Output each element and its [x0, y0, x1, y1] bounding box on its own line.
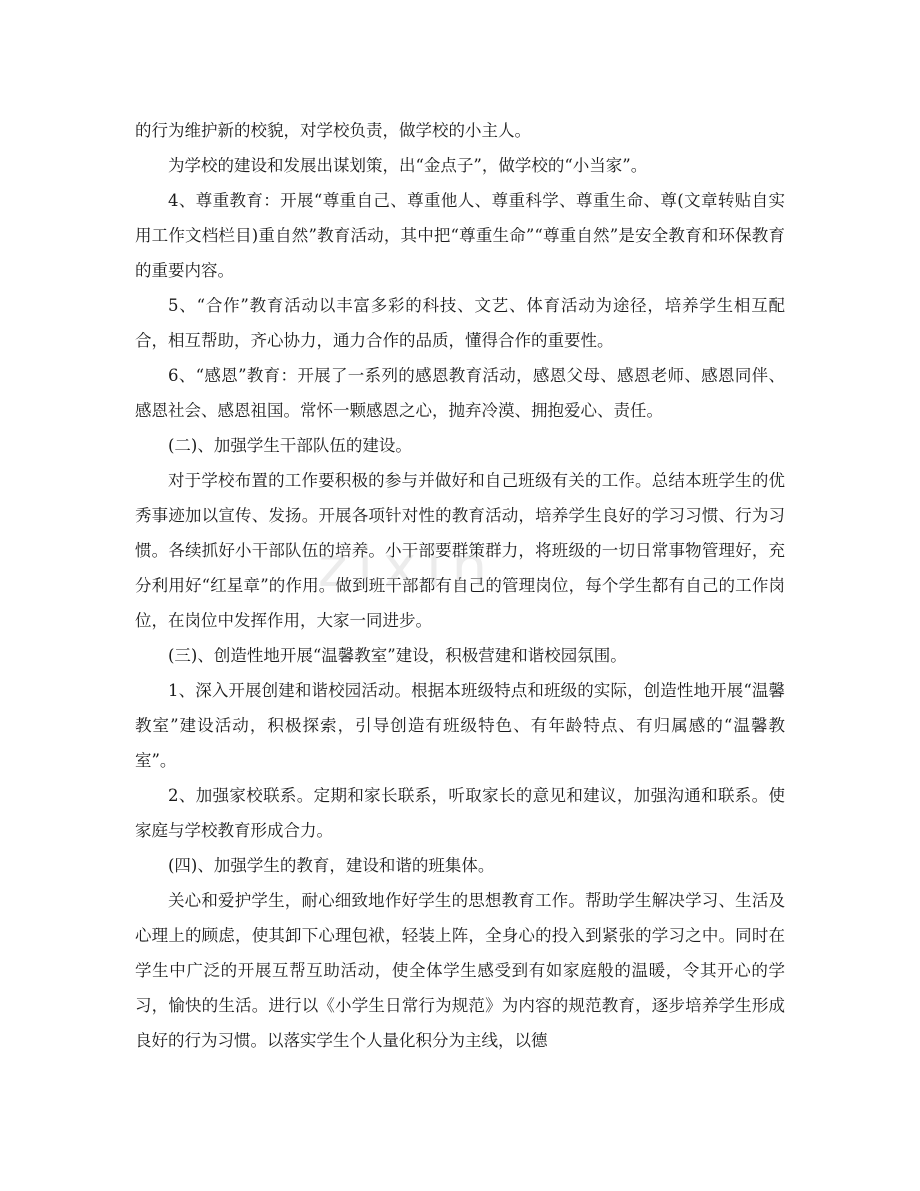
paragraph-item-6: 6、“感恩”教育：开展了一系列的感恩教育活动，感恩父母、感恩老师、感恩同伴、感恩社会、感恩祖国。常怀一颗感恩之心，抛弃冷漠、拥抱爱心、责任。	[135, 366, 785, 420]
section-heading-3: (三)、创造性地开展“温馨教室”建设，积极营建和谐校园氛围。	[168, 646, 627, 665]
paragraph: 为学校的建设和发展出谋划策，出“金点子”，做学校的“小当家”。	[168, 156, 648, 175]
paragraph-item-1: 1、深入开展创建和谐校园活动。根据本班级特点和班级的实际，创造性地开展“温馨教室”建设活动，积极探索，引导创造有班级特色、有年龄特点、有归属感的“温馨教室”。	[135, 681, 785, 770]
document-body	[135, 113, 785, 1058]
paragraph: 关心和爱护学生，耐心细致地作好学生的思想教育工作。帮助学生解决学习、生活及心理上的顾虑，使其卸下心理包袱，轻装上阵，全身心的投入到紧张的学习之中。同时在学生中广泛的开展互帮互助活动，使全体学生感受到有如家庭般的温暖，令其开心的学习，愉快的生活。进行以《小学生日常行为规范》为内容的规范教育，逐步培养学生形成良好的行为习惯。以落实学生个人量化积分为主线，以德	[135, 891, 785, 1050]
paragraph-item-4: 4、尊重教育：开展“尊重自己、尊重他人、尊重科学、尊重生命、尊(文章转贴自实用工作文档栏目)重自然”教育活动，其中把“尊重生命”“尊重自然”是安全教育和环保教育的重要内容。	[135, 191, 785, 280]
paragraph-item-2: 2、加强家校联系。定期和家长联系，听取家长的意见和建议，加强沟通和联系。使家庭与学校教育形成合力。	[135, 786, 785, 840]
section-heading-2: (二)、加强学生干部队伍的建设。	[168, 436, 412, 455]
watermark: zixin	[318, 535, 498, 600]
paragraph-continued: 的行为维护新的校貌，对学校负责，做学校的小主人。	[135, 121, 531, 140]
paragraph: 对于学校布置的工作要积极的参与并做好和自己班级有关的工作。总结本班学生的优秀事迹加以宣传、发扬。开展各项针对性的教育活动，培养学生良好的学习习惯、行为习惯。各续抓好小干部队伍的培养。小干部要群策群力，将班级的一切日常事物管理好，充分利用好“红星章”的作用。做到班干部都有自己的管理岗位，每个学生都有自己的工作岗位，在岗位中发挥作用，大家一同进步。	[135, 471, 785, 630]
paragraph-item-5: 5、“合作”教育活动以丰富多彩的科技、文艺、体育活动为途径，培养学生相互配合，相互帮助，齐心协力，通力合作的品质，懂得合作的重要性。	[135, 296, 785, 350]
section-heading-4: (四)、加强学生的教育，建设和谐的班集体。	[168, 856, 495, 875]
